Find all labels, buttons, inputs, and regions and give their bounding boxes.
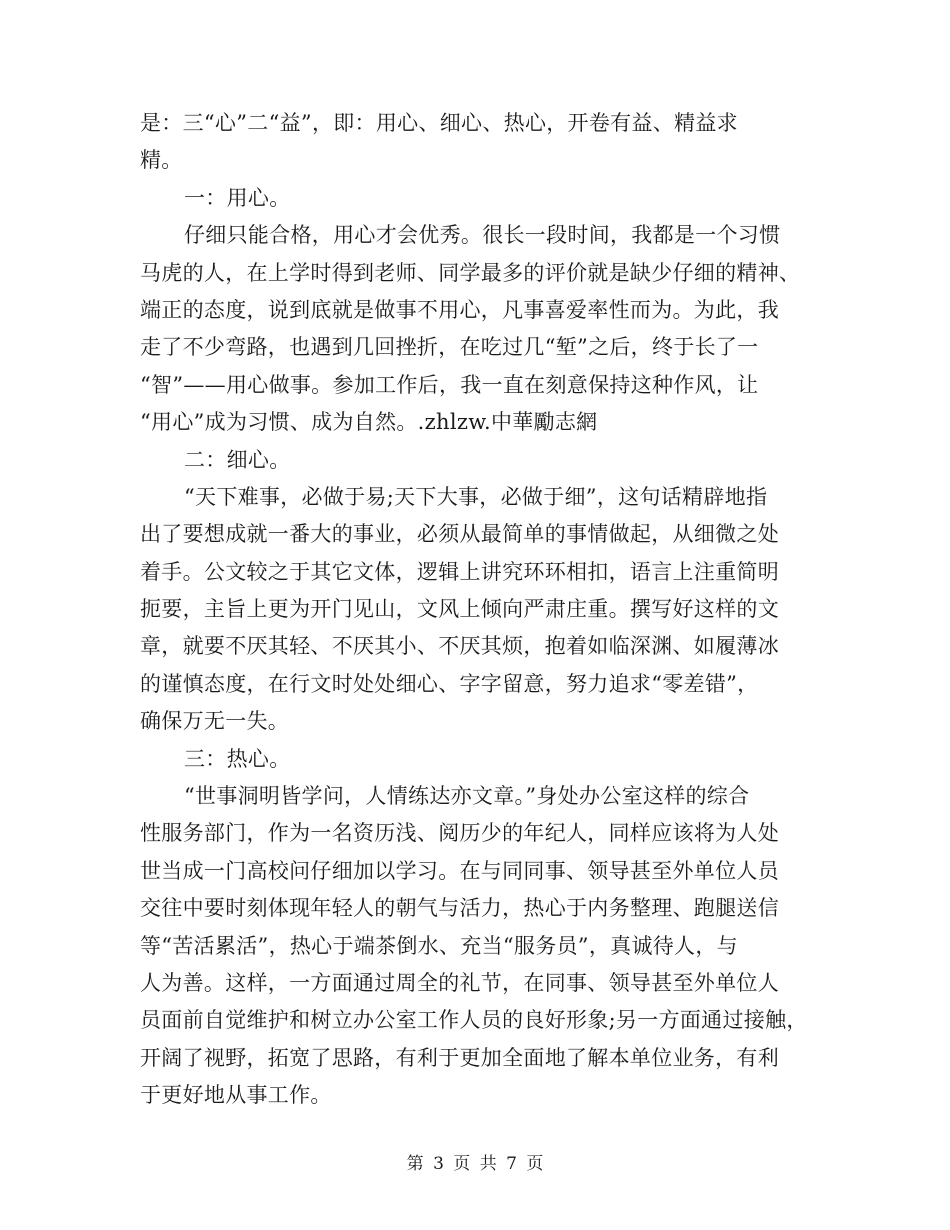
text-line: 员面前自觉维护和树立办公室工作人员的良好形象;另一方面通过接触， — [140, 1008, 808, 1033]
text-line: 于更好地从事工作。 — [140, 1083, 332, 1108]
document-body — [140, 106, 812, 1116]
text-line: 的谨慎态度，在行文时处处细心、字字留意，努力追求“零差错”， — [140, 671, 759, 696]
page-total-prefix: 共 — [479, 1154, 497, 1174]
page-footer — [0, 1153, 950, 1175]
text-line: “智”——用心做事。参加工作后，我一直在刻意保持这种作风，让 — [140, 372, 759, 397]
text-line: 着手。公文较之于其它文体，逻辑上讲究环环相扣，语言上注重简明 — [140, 559, 779, 584]
text-line: 开阔了视野，拓宽了思路，有利于更加全面地了解本单位业务，有利 — [140, 1045, 779, 1070]
text-line: 人为善。这样，一方面通过周全的礼节，在同事、领导甚至外单位人 — [140, 970, 779, 995]
text-line: 性服务部门，作为一名资历浅、阅历少的年纪人，同样应该将为人处 — [140, 821, 779, 846]
paragraph-start: “天下难事，必做于易;天下大事，必做于细”，这句话精辟地指 — [184, 484, 768, 509]
page-number-current: 3 — [433, 1154, 444, 1174]
text-line: 出了要想成就一番大的事业，必须从最简单的事情做起，从细微之处 — [140, 522, 779, 547]
text-line: 等“苦活累活”，热心于端茶倒水、充当“服务员”，真诚待人，与 — [140, 933, 738, 958]
text-line: 是：三“心”二“益”，即：用心、细心、热心，开卷有益、精益求 — [140, 111, 738, 135]
page-number-prefix: 第 — [406, 1154, 424, 1174]
paragraph-start: 仔细只能合格，用心才会优秀。很长一段时间，我都是一个习惯 — [184, 223, 781, 248]
text-line: “用心”成为习惯、成为自然。.zhlzw.中華勵志網 — [140, 410, 598, 435]
text-line: 精。 — [140, 148, 183, 173]
text-line: 马虎的人，在上学时得到老师、同学最多的评价就是缺少仔细的精神、 — [140, 260, 801, 285]
text-line: 世当成一门高校问仔细加以学习。在与同同事、领导甚至外单位人员 — [140, 858, 779, 883]
page-number-word: 页 — [453, 1154, 471, 1174]
text-line: 扼要，主旨上更为开门见山，文风上倾向严肃庄重。撰写好这样的文 — [140, 597, 779, 622]
text-line: 章，就要不厌其轻、不厌其小、不厌其烦，抱着如临深渊、如履薄冰 — [140, 634, 779, 659]
section-heading-1: 一：用心。 — [184, 185, 291, 210]
text-line: 走了不少弯路，也遇到几回挫折，在吃过几“堑”之后，终于长了一 — [140, 335, 759, 360]
paragraph-start: “世事洞明皆学问，人情练达亦文章。”身处办公室这样的综合 — [184, 784, 750, 809]
text-line: 确保万无一失。 — [140, 709, 290, 734]
text-line: 交往中要时刻体现年轻人的朝气与活力，热心于内务整理、跑腿送信 — [140, 896, 779, 921]
section-heading-3: 三：热心。 — [184, 746, 291, 771]
text-line: 端正的态度，说到底就是做事不用心，凡事喜爱率性而为。为此，我 — [140, 297, 779, 322]
page-number-suffix: 页 — [526, 1154, 544, 1174]
section-heading-2: 二：细心。 — [184, 447, 291, 472]
page-number-total: 7 — [506, 1154, 517, 1174]
